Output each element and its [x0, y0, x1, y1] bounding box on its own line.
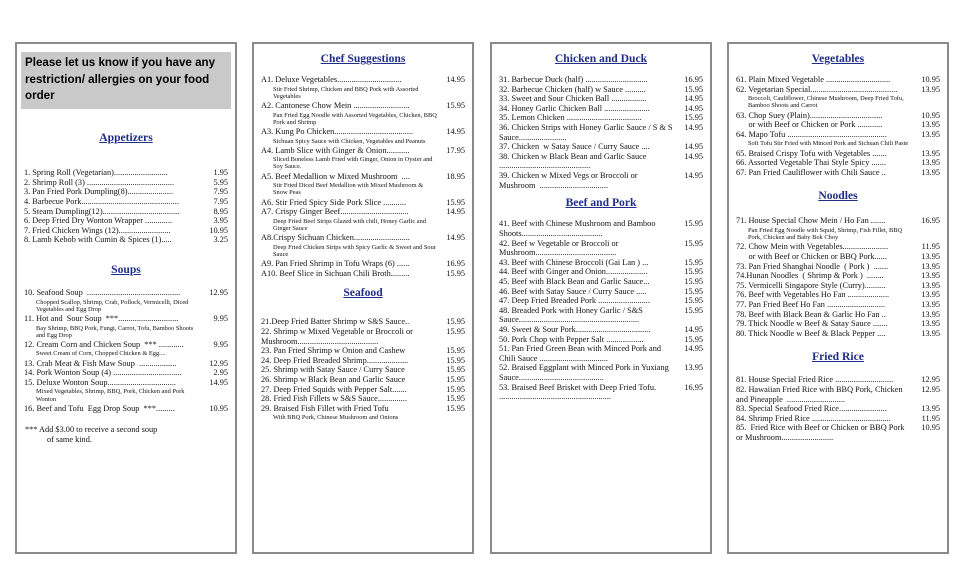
- menu-item: [736, 329, 940, 339]
- menu-item: [736, 423, 940, 442]
- menu-item-name: 63. Chop Suey (Plain)...................................: [736, 110, 883, 120]
- menu-item: [736, 252, 940, 262]
- menu-item: [736, 158, 940, 168]
- menu-item: [24, 404, 228, 414]
- menu-item: [736, 281, 940, 291]
- menu-item-price: 15.95: [684, 238, 703, 248]
- menu-item-price: 15.95: [684, 296, 703, 306]
- appetizers-title: Appetizers: [99, 131, 153, 145]
- menu-item-name: 27. Deep Fried Squids with Pepper Salt.......: [261, 384, 407, 394]
- menu-item: [24, 197, 228, 207]
- menu-item: [24, 378, 228, 388]
- menu-item-name: 10. Seafood Soup .............................................: [24, 287, 181, 297]
- menu-item: [261, 233, 465, 243]
- menu-item-price: 15.95: [684, 257, 703, 267]
- menu-item: [261, 101, 465, 111]
- menu-item-name: 51. Pan Fried Green Bean with Minced Pork and Chili Sauce .................................: [499, 344, 664, 363]
- menu-item-name: 47. Deep Fried Breaded Pork .........................: [499, 296, 650, 306]
- menu-item-price: 15.95: [684, 113, 703, 123]
- seafood-title: Seafood: [343, 286, 383, 300]
- menu-item: [499, 335, 703, 345]
- menu-item-name: 72. Chow Mein with Vegetables......................: [736, 242, 889, 252]
- menu-item-name: 64. Mapo Tofu ................................................: [736, 129, 887, 139]
- menu-item-price: 10.95: [921, 423, 940, 433]
- menu-item-name: A5. Beef Medallion w Mixed Mushroom ....: [261, 171, 410, 181]
- menu-item-price: 13.95: [921, 328, 940, 338]
- menu-item-name: A7. Crispy Ginger Beef.................................: [261, 207, 409, 217]
- menu-item-price: 15.95: [684, 305, 703, 315]
- menu-item: [499, 363, 703, 382]
- menu-item: [261, 146, 465, 156]
- menu-item-name: 43. Beef with Chinese Broccoli (Gai Lan ) ...: [499, 257, 649, 267]
- menu-item-name: A4. Lamb Slice with Ginger & Onion...........: [261, 145, 410, 155]
- menu-item-price: 14.95: [446, 75, 465, 84]
- menu-item-price: 15.95: [446, 317, 465, 327]
- menu-item: [499, 142, 703, 152]
- menu-item-description: Mixed Vegetables, Shrimp, BBQ, Pork, Chicken and Pork Wonton: [36, 388, 185, 403]
- menu-panel-chicken-beef: [490, 42, 712, 554]
- menu-item-name: 82. Hawaiian Fried Rice with BBQ Pork, Chicken and Pineapple ............................: [736, 385, 905, 404]
- menu-item: [24, 359, 228, 369]
- menu-item-price: 12.95: [921, 375, 940, 385]
- menu-item-name: 25. Shrimp with Satay Sauce / Curry Sauce: [261, 365, 405, 375]
- menu-item-name: 73. Pan Fried Shanghai Noodle ( Pork ) .......: [736, 261, 889, 271]
- menu-item-name: 77. Pan Fried Beef Ho Fan ............................: [736, 300, 886, 309]
- menu-item-price: 10.95: [921, 75, 940, 84]
- menu-item-description: Deep Fried Chicken Strips with Spicy Garlic & Sweet and Sour Sauce: [273, 243, 436, 258]
- menu-item-name: 15. Deluxe Wonton Soup.................................: [24, 377, 176, 387]
- menu-item: [736, 404, 940, 414]
- menu-item-name: 81. House Special Fried Rice ............................: [736, 375, 894, 385]
- menu-item-price: 5.95: [213, 177, 228, 187]
- menu-item-price: 15.95: [684, 286, 703, 296]
- vegetables-list: [729, 75, 947, 177]
- menu-item: [499, 267, 703, 277]
- menu-item: [261, 198, 465, 208]
- menu-item-description: Pan Fried Egg Noodle with Squid, Shrimp, Fish Fillet, BBQ Pork, Chicken and Baby Bok Choy: [748, 227, 903, 242]
- allergy-notice: Please let us know if you have any restriction/ allergies on your food order: [21, 52, 231, 109]
- soup-footnote-line2: of same kind.: [47, 435, 92, 445]
- menu-item: [24, 314, 228, 324]
- menu-item: [261, 207, 465, 217]
- menu-item-name: 36. Chicken Strips with Honey Garlic Sauce / S & S Sauce.......................: [499, 123, 675, 142]
- vegetables-title: Vegetables: [811, 52, 865, 65]
- menu-item-price: 14.95: [684, 344, 703, 354]
- menu-item-price: 15.95: [684, 276, 703, 286]
- menu-item-price: 14.95: [684, 94, 703, 104]
- menu-item-name: 8. Lamb Kebob with Cumin & Spices (1).....: [24, 235, 172, 245]
- menu-item: [24, 168, 228, 178]
- menu-item: [261, 375, 465, 385]
- menu-item-price: 15.95: [446, 326, 465, 336]
- menu-item-name: 62. Vegetarian Special..........................................: [736, 84, 898, 94]
- menu-item-price: 15.95: [446, 268, 465, 278]
- menu-item-name: 29. Braised Fish Fillet with Fried Tofu: [261, 403, 389, 413]
- menu-item-name: A8.Crispy Sichuan Chicken...........................: [261, 233, 410, 243]
- menu-item-name: 41. Beef with Chinese Mushroom and Bamboo Shoots.......................................: [499, 219, 658, 238]
- menu-item-price: 13.95: [921, 84, 940, 94]
- menu-item-price: 14.95: [684, 123, 703, 133]
- menu-item-description: Stir Fried Shrimp, Chicken and BBQ Pork with Assorted Vegetables: [273, 85, 419, 100]
- menu-item-price: 14.95: [684, 325, 703, 335]
- menu-item: [24, 340, 228, 350]
- menu-item-price: 14.95: [446, 233, 465, 243]
- menu-item: [261, 75, 465, 85]
- menu-item: [736, 168, 940, 178]
- menu-item-price: 15.95: [446, 365, 465, 375]
- fried-rice-list: [729, 375, 947, 442]
- menu-panel-chef-seafood: [252, 42, 474, 554]
- menu-item: [261, 317, 465, 327]
- menu-item-name: 84. Shrimp Fried Rice ......................................: [736, 413, 891, 423]
- menu-item-price: 15.95: [684, 219, 703, 229]
- menu-item-description: Sliced Boneless Lamb Fried with Ginger, Onion in Oyster and Soy Sauce.: [273, 156, 433, 171]
- menu-item: [499, 287, 703, 297]
- menu-item-price: 8.95: [213, 206, 228, 216]
- menu-item-name: 42. Beef w Vegetable or Broccoli or Mushroom.......................................: [499, 238, 621, 258]
- menu-item-name: 26. Shrimp w Black Bean and Garlic Sauce: [261, 374, 406, 384]
- menu-item-description: Bay Shrimp, BBQ Pork, Fungi, Carrot, Tofu, Bamboo Shoots and Egg Drop: [36, 324, 194, 339]
- menu-item-name: 71. House Special Chow Mein / Ho Fan .......: [736, 216, 886, 226]
- menu-item: [261, 127, 465, 137]
- menu-item-name: A10. Beef Slice in Sichuan Chili Broth.........: [261, 268, 410, 278]
- menu-item-price: 15.95: [684, 334, 703, 344]
- menu-item-name: 14. Pork Wonton Soup (4) .................................: [24, 368, 182, 378]
- menu-item-name: A9. Pan Fried Shrimp in Tofu Wraps (6) ......: [261, 259, 410, 269]
- menu-item-price: 13.95: [921, 309, 940, 319]
- menu-item-price: 10.95: [921, 110, 940, 120]
- menu-item-price: 13.95: [921, 148, 940, 158]
- menu-item-name: 5. Steam Dumpling(12).....................................: [24, 206, 180, 216]
- menu-item-name: 22. Shrimp w Mixed Vegetable or Broccoli or Mushroom.......................................: [261, 326, 416, 346]
- menu-item-price: 14.95: [684, 171, 703, 181]
- menu-item-name: 35. Lemon Chicken ....................................: [499, 113, 642, 123]
- menu-item: [261, 172, 465, 182]
- menu-item-price: 1.95: [213, 168, 228, 178]
- menu-item: [499, 104, 703, 114]
- menu-item-price: 14.95: [446, 207, 465, 217]
- menu-item-name: 78. Beef with Black Bean & Garlic Ho Fan ..: [736, 309, 886, 319]
- menu-item-price: 15.95: [446, 197, 465, 207]
- menu-item-price: 16.95: [684, 382, 703, 392]
- menu-item-name: 67. Pan Fried Cauliflower with Chili Sauce ..: [736, 167, 886, 177]
- menu-item: [261, 404, 465, 414]
- menu-item: [499, 85, 703, 95]
- chef-suggestions-list: [254, 75, 472, 278]
- menu-item-name: 24. Deep Fried Breaded Shrimp....................: [261, 355, 409, 365]
- menu-item: [736, 385, 940, 404]
- menu-item-price: 13.95: [921, 158, 940, 168]
- menu-item-name: 21.Deep Fried Batter Shrimp w S&S Sauce..: [261, 317, 410, 327]
- noodles-list: [729, 216, 947, 338]
- menu-item: [499, 219, 703, 238]
- menu-item-price: 10.95: [209, 225, 228, 235]
- menu-item-name: 6. Deep Fried Dry Wonton Wrapper .............: [24, 216, 173, 226]
- menu-item-price: 15.95: [684, 84, 703, 94]
- menu-item-name: 28. Fried Fish Fillets w S&S Sauce..............: [261, 394, 407, 404]
- menu-item-price: 17.95: [446, 145, 465, 155]
- soup-footnote-line1: *** Add $3.00 to receive a second soup: [25, 425, 158, 435]
- menu-item-price: 13.95: [921, 120, 940, 130]
- menu-item: [261, 394, 465, 404]
- menu-item: [261, 346, 465, 356]
- menu-item-name: 44. Beef with Ginger and Onion....................: [499, 267, 648, 277]
- menu-item: [499, 258, 703, 268]
- menu-item-price: 12.95: [921, 385, 940, 395]
- menu-item-price: 13.95: [921, 319, 940, 329]
- menu-item-price: 13.95: [921, 167, 940, 177]
- menu-item-name: A3. Kung Po Chicken......................................: [261, 126, 414, 136]
- menu-item-name: 45. Beef with Black Bean and Garlic Sauce...: [499, 276, 650, 286]
- menu-item: [736, 262, 940, 272]
- menu-item-price: 13.95: [921, 251, 940, 261]
- menu-item-name: 79. Thick Noodle w Beef & Satay Sauce .......: [736, 319, 888, 329]
- menu-item-name: 83. Special Seafood Fried Rice.......................: [736, 404, 887, 414]
- menu-item-price: 13.95: [921, 290, 940, 300]
- menu-item-description: Chopped Scallop, Shrimp, Crab, Pollock, Vermicelli, Diced Vegetables and Egg Drop: [36, 298, 189, 313]
- menu-item: [736, 242, 940, 252]
- menu-item: [499, 277, 703, 287]
- menu-item-price: 13.95: [921, 261, 940, 271]
- menu-item-name: 52. Braised Eggplant with Minced Pork in Yuxiang Sauce.........................................: [499, 363, 671, 383]
- menu-item-price: 16.95: [684, 75, 703, 84]
- menu-item-name: 80. Thick Noodle w Beef & Black Pepper ....: [736, 328, 886, 338]
- menu-item-name: 37. Chicken w Satay Sauce / Curry Sauce ....: [499, 142, 650, 152]
- menu-item-price: 9.95: [213, 313, 228, 323]
- menu-item-price: 16.95: [921, 216, 940, 226]
- menu-item-price: 9.95: [213, 339, 228, 349]
- soups-list: [17, 288, 235, 413]
- menu-item-name: 74.Hunan Noodles ( Shrimp & Pork ) ........: [736, 271, 884, 281]
- menu-item-price: 13.95: [921, 404, 940, 414]
- menu-item-name: 2. Shrimp Roll (3) ..........................................: [24, 177, 175, 187]
- menu-item-description: With BBQ Pork, Chinese Mushroom and Onions: [273, 414, 399, 422]
- menu-item-name: 38. Chicken w Black Bean and Garlic Sauce ............................................: [499, 151, 649, 171]
- menu-item-name: 13. Crab Meat & Fish Maw Soup ..................: [24, 358, 177, 368]
- menu-item-name: 31. Barbecue Duck (half) ..............................: [499, 75, 648, 84]
- menu-item: [736, 149, 940, 159]
- menu-item: [499, 152, 703, 171]
- menu-item-name: A1. Deluxe Vegetables...............................: [261, 75, 402, 84]
- menu-item: [24, 226, 228, 236]
- menu-item-price: 12.95: [209, 287, 228, 297]
- menu-panel-vegetables-noodles-rice: [727, 42, 949, 554]
- menu-item: [261, 259, 465, 269]
- menu-item-name: or with Beef or Chicken or BBQ Pork......: [736, 251, 887, 261]
- menu-item: [736, 216, 940, 226]
- menu-item: [24, 368, 228, 378]
- menu-item: [499, 171, 703, 190]
- menu-item-description: Deep Fried Beef Strips Glazed with chili, Honey Garlic and Ginger Sauce: [273, 217, 426, 232]
- menu-item-price: 14.95: [684, 142, 703, 152]
- menu-item-name: 75. Vermicelli Singapore Style (Curry)..........: [736, 280, 886, 290]
- menu-item-price: 15.95: [446, 374, 465, 384]
- menu-item: [499, 75, 703, 85]
- menu-item-price: 12.95: [209, 358, 228, 368]
- menu-item: [736, 271, 940, 281]
- menu-item: [261, 269, 465, 279]
- menu-item-price: 15.95: [446, 394, 465, 404]
- menu-item-price: 15.95: [684, 267, 703, 277]
- menu-item-price: 13.95: [921, 271, 940, 281]
- menu-item-name: A6. Stir Fried Spicy Side Pork Slice ...........: [261, 197, 406, 207]
- menu-item-price: 15.95: [446, 346, 465, 356]
- menu-item: [499, 344, 703, 363]
- menu-item-name: 12. Cream Corn and Chicken Soup *** ............: [24, 339, 184, 349]
- menu-item: [499, 383, 703, 402]
- menu-item-price: 2.95: [213, 368, 228, 378]
- chicken-duck-list: [492, 75, 710, 190]
- menu-item-price: 13.95: [684, 363, 703, 373]
- menu-item-price: 3.25: [213, 235, 228, 245]
- menu-item: [499, 296, 703, 306]
- appetizers-list: [17, 168, 235, 245]
- menu-item-name: 50. Pork Chop with Pepper Salt ..................: [499, 334, 644, 344]
- menu-item-price: 11.95: [921, 413, 940, 423]
- menu-item-price: 14.95: [684, 151, 703, 161]
- menu-item-price: 11.95: [921, 242, 940, 252]
- menu-item: [736, 300, 940, 310]
- menu-item-description: Sweet Cream of Corn, Chopped Chicken & Egg....: [36, 350, 166, 358]
- menu-item: [736, 75, 940, 85]
- menu-item-price: 14.95: [684, 103, 703, 113]
- soups-title: Soups: [111, 262, 141, 276]
- menu-item-name: 33. Sweet and Sour Chicken Ball .................: [499, 94, 647, 104]
- menu-item: [24, 216, 228, 226]
- menu-item-name: 7. Fried Chicken Wings (12).........................: [24, 225, 171, 235]
- menu-item-description: Stir Fried Diced Beef Medallion with Mixed Mushroom & Snow Peas: [273, 182, 424, 197]
- menu-item: [736, 130, 940, 140]
- menu-item-name: A2. Cantonese Chow Mein ...........................: [261, 100, 410, 110]
- menu-item-name: 3. Pan Fried Pork Dumpling(8)......................: [24, 187, 174, 197]
- menu-item-price: 10.95: [209, 403, 228, 413]
- menu-item-description: Pan Fried Egg Noodle with Assorted Vegetables, Chicken, BBQ Pork and Shrimp: [273, 111, 437, 126]
- seafood-list: [254, 317, 472, 421]
- menu-item-name: 11. Hot and Sour Soup ***.............................: [24, 313, 179, 323]
- menu-item: [736, 375, 940, 385]
- menu-item-price: 3.95: [213, 216, 228, 226]
- menu-item: [261, 356, 465, 366]
- menu-item-price: 14.95: [209, 377, 228, 387]
- menu-item-name: 53. Braised Beef Brisket with Deep Fried Tofu. ......................................................: [499, 382, 659, 402]
- menu-item-name: 76. Beef with Vegetables Ho Fan ....................: [736, 290, 890, 300]
- soup-footnote: [17, 425, 235, 445]
- menu-item-name: 61. Plain Mixed Vegetable ...............................: [736, 75, 891, 84]
- menu-item-price: 14.95: [446, 126, 465, 136]
- menu-item-price: 7.95: [213, 187, 228, 197]
- menu-item-description: Sichuan Spicy Sauce with Chicken, Vegetables and Peanuts: [273, 137, 426, 145]
- menu-item-name: 48. Breaded Pork with Honey Garlic / S&S Sauce..........................................................: [499, 305, 645, 325]
- noodles-title: Noodles: [818, 189, 858, 203]
- menu-item-price: 15.95: [446, 403, 465, 413]
- menu-item-description: Broccoli, Cauliflower, Chinese Mushroom, Deep Fried Tofu, Bamboo Shoots and Carrot: [748, 95, 904, 110]
- menu-item-name: 1. Spring Roll (Vegetarian)..........................: [24, 168, 168, 178]
- menu-item: [736, 120, 940, 130]
- menu-item-name: or with Beef or Chicken or Pork ............: [736, 120, 883, 130]
- menu-item-price: 13.95: [921, 280, 940, 290]
- menu-item-name: 46. Beef with Satay Sauce / Curry Sauce .....: [499, 286, 647, 296]
- beef-pork-list: [492, 219, 710, 402]
- menu-item: [499, 94, 703, 104]
- menu-item: [736, 319, 940, 329]
- menu-item: [261, 327, 465, 346]
- menu-item-name: 49. Sweet & Sour Pork....................................: [499, 325, 651, 335]
- menu-item: [499, 239, 703, 258]
- menu-item: [736, 111, 940, 121]
- menu-item: [736, 85, 940, 95]
- menu-item: [499, 123, 703, 142]
- menu-item-name: 34. Honey Garlic Chicken Ball ......................: [499, 103, 650, 113]
- menu-item-description: Soft Tofu Stir Fried with Minced Pork and Sichuan Chili Paste: [748, 140, 909, 148]
- menu-item-name: 16. Beef and Tofu Egg Drop Soup ***.........: [24, 403, 175, 413]
- menu-item: [499, 113, 703, 123]
- menu-item-name: 4. Barbecue Pork...............................................: [24, 196, 179, 206]
- menu-item: [24, 235, 228, 245]
- menu-item: [736, 414, 940, 424]
- menu-item: [499, 325, 703, 335]
- menu-item-price: 15.95: [446, 384, 465, 394]
- menu-item: [24, 187, 228, 197]
- menu-item-name: 65. Braised Crispy Tofu with Vegetables .......: [736, 148, 887, 158]
- menu-item-price: 18.95: [446, 171, 465, 181]
- menu-item-price: 16.95: [446, 259, 465, 269]
- menu-item-name: 85. Fried Rice with Beef or Chicken or BBQ Pork or Mushroom.........................: [736, 423, 909, 443]
- menu-item-price: 13.95: [921, 300, 940, 309]
- menu-item: [24, 288, 228, 298]
- menu-item-price: 13.95: [921, 129, 940, 139]
- menu-item-name: 32. Barbecue Chicken (half) w Sauce ..........: [499, 84, 646, 94]
- menu-item-price: 15.95: [446, 355, 465, 365]
- chicken-duck-title: Chicken and Duck: [554, 52, 648, 65]
- menu-item-price: 7.95: [213, 196, 228, 206]
- menu-item-name: 39. Chicken w Mixed Vegs or Broccoli or Mushroom .................................: [499, 171, 640, 190]
- menu-item-price: 15.95: [446, 100, 465, 110]
- menu-item: [24, 207, 228, 217]
- chef-suggestions-title: Chef Suggestions: [320, 52, 406, 65]
- menu-item-name: 23. Pan Fried Shrimp w Onion and Cashew: [261, 346, 406, 356]
- menu-item: [261, 365, 465, 375]
- beef-pork-title: Beef and Pork: [565, 196, 637, 210]
- menu-item-name: 66. Assorted Vegetable Thai Style Spicy .......: [736, 158, 886, 168]
- menu-item: [24, 178, 228, 188]
- menu-item: [736, 290, 940, 300]
- menu-item: [736, 310, 940, 320]
- menu-item: [261, 385, 465, 395]
- menu-panel-appetizers-soups: [15, 42, 237, 554]
- menu-item: [499, 306, 703, 325]
- fried-rice-title: Fried Rice: [812, 350, 864, 364]
